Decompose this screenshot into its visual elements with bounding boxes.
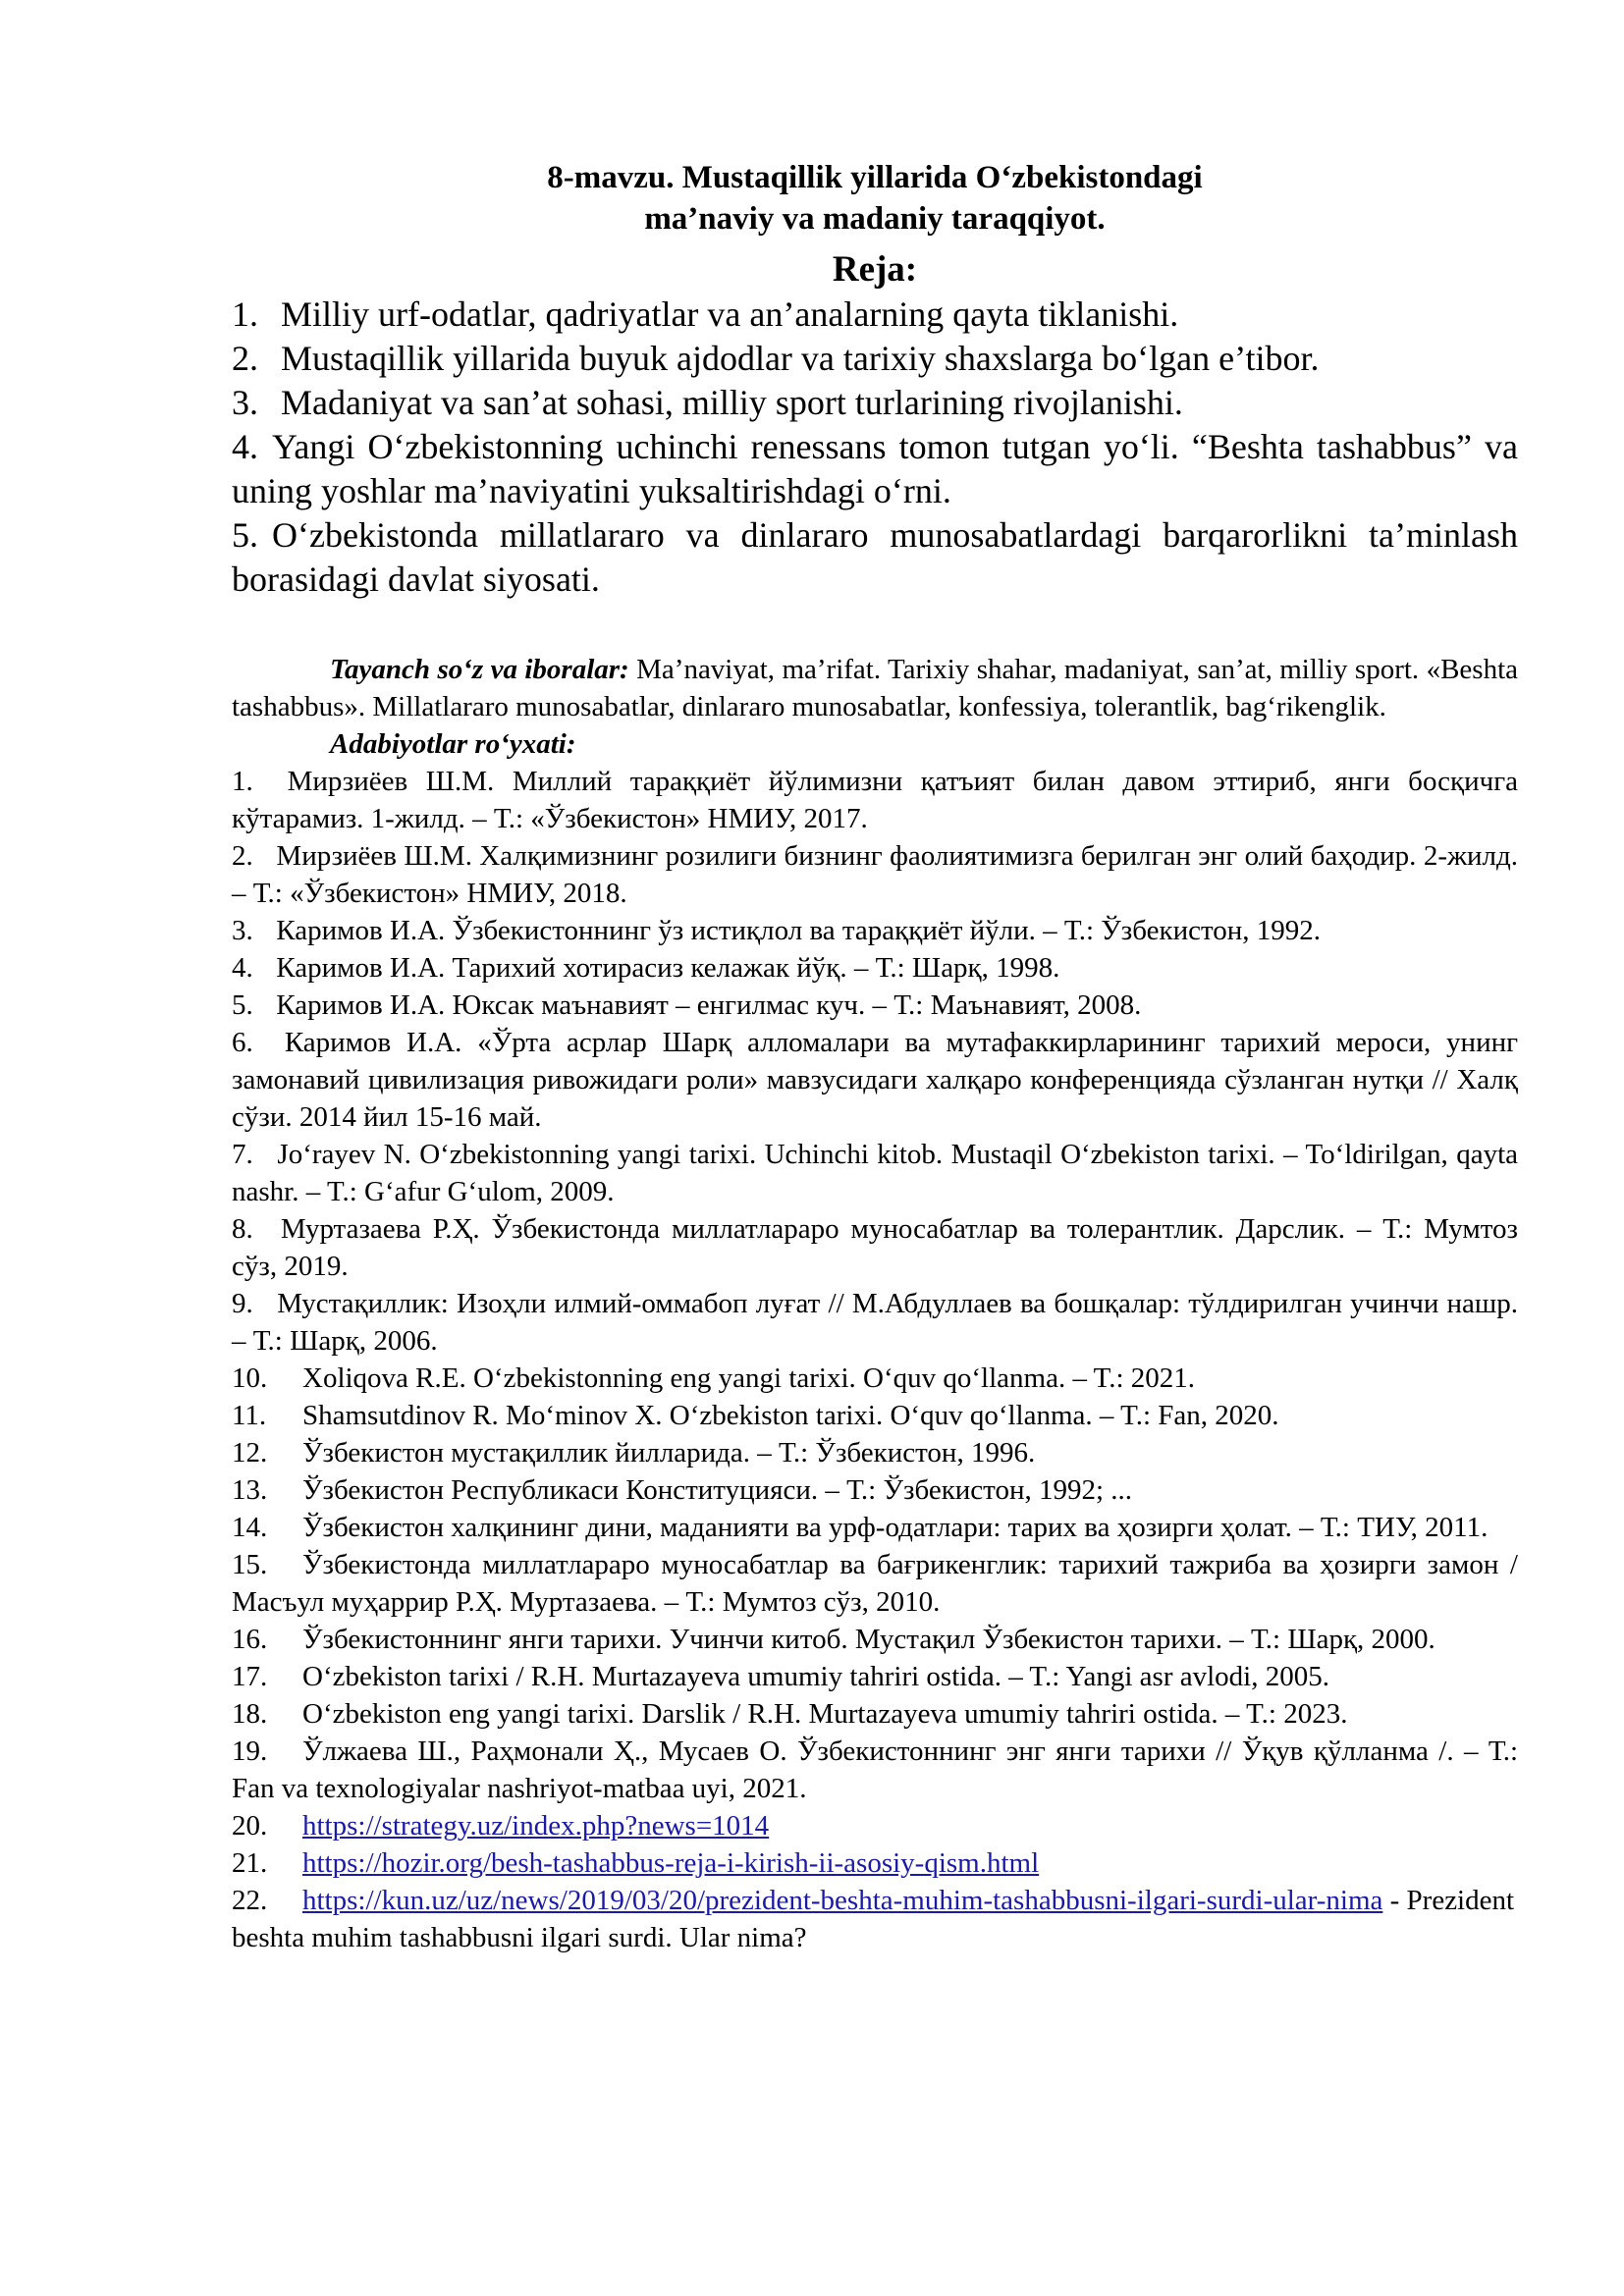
title-line-1: 8-mavzu. Mustaqillik yillarida O‘zbekistondagi	[547, 160, 1203, 195]
reference-item	[232, 1397, 1518, 1434]
reference-item	[232, 837, 1518, 912]
plan-item	[232, 381, 1518, 425]
reference-item	[232, 1658, 1518, 1695]
title-line-2: ma’naviy va madaniy taraqqiyot.	[644, 201, 1106, 237]
reference-item	[232, 1509, 1518, 1546]
reference-number: 13.	[232, 1474, 268, 1506]
reference-number: 7.	[232, 1139, 253, 1170]
reference-link-suffix: - Prezident beshta muhim tashabbusni ilgari surdi. Ular nima?	[232, 1885, 1515, 1953]
document-page	[232, 157, 1518, 1956]
reference-item	[232, 1471, 1518, 1509]
plan-item	[232, 293, 1518, 337]
reference-text: Ўзбекистон Республикаси Конституцияси. – Т.: Ўзбекистон, 1992; ...	[302, 1474, 1133, 1506]
reference-number: 3.	[232, 915, 253, 946]
reference-text: Ўлжаева Ш., Раҳмонали Ҳ., Мусаев О. Ўзбекистоннинг энг янги тарихи // Ўқув қўлланма /. – Т.: Fan va texnologiyalar nashriyot-matbaa uyi, 2021.	[232, 1735, 1518, 1804]
plan-item-text: Yangi O‘zbekistonning uchinchi renessans tomon tutgan yo‘li. “Beshta tashabbus” va uning yoshlar ma’naviyatini yuksaltirishdagi o‘rni.	[232, 427, 1518, 510]
reference-text: Ўзбекистоннинг янги тарихи. Учинчи китоб. Мустақил Ўзбекистон тарихи. – Т.: Шарқ, 2000.	[302, 1624, 1435, 1655]
plan-item-number: 3.	[232, 383, 258, 422]
reference-text: Мустақиллик: Изоҳли илмий-оммабоп луғат // М.Абдуллаев ва бошқалар: тўлдирилган учинчи нашр. – Т.: Шарқ, 2006.	[232, 1288, 1518, 1357]
reference-number: 5.	[232, 989, 253, 1021]
plan-list	[232, 293, 1518, 602]
reference-item	[232, 1360, 1518, 1397]
reference-text: Каримов И.А. Ўзбекистоннинг ўз истиқлол ва тараққиёт йўли. – Т.: Ўзбекистон, 1992.	[276, 915, 1322, 946]
reference-text: Каримов И.А. Тарихий хотирасиз келажак йўқ. – Т.: Шарқ, 1998.	[276, 952, 1060, 984]
references-list	[232, 763, 1518, 1956]
reference-link[interactable]: https://hozir.org/besh-tashabbus-reja-i-kirish-ii-asosiy-qism.html	[302, 1847, 1040, 1879]
keywords-paragraph	[232, 651, 1518, 725]
document-title	[232, 157, 1518, 240]
reference-link[interactable]: https://kun.uz/uz/news/2019/03/20/prezident-beshta-muhim-tashabbusni-ilgari-surdi-ular-nima	[302, 1885, 1383, 1916]
reference-number: 8.	[232, 1213, 253, 1245]
plan-item	[232, 513, 1518, 602]
reference-number: 10.	[232, 1362, 268, 1394]
reference-item	[232, 1546, 1518, 1621]
reference-item	[232, 763, 1518, 837]
reference-text: Каримов И.А. «Ўрта асрлар Шарқ алломалари ва мутафаккирларининг тарихий мероси, унинг замонавий цивилизация ривожидаги роли» мавзусидаги халқаро конференцияда сўзланган нутқи // Халқ сўзи. 2014 йил 15-16 май.	[232, 1027, 1519, 1133]
keywords-label: Tayanch so‘z va iboralar:	[330, 654, 629, 685]
plan-item	[232, 337, 1518, 381]
reference-item	[232, 987, 1518, 1024]
reference-text: Ўзбекистон мустақиллик йилларида. – Т.: Ўзбекистон, 1996.	[302, 1437, 1036, 1468]
reference-link-item	[232, 1807, 1518, 1844]
reference-text: O‘zbekiston tarixi / R.H. Murtazayeva umumiy tahriri ostida. – T.: Yangi asr avlodi, 2005.	[302, 1661, 1329, 1692]
reference-number: 15.	[232, 1549, 268, 1580]
reference-number: 11.	[232, 1400, 267, 1431]
reference-text: Jo‘rayev N. O‘zbekistonning yangi tarixi. Uchinchi kitob. Mustaqil O‘zbekiston tarixi. – To‘ldirilgan, qayta nashr. – T.: G‘afur G‘ulom, 2009.	[232, 1139, 1518, 1207]
reference-number: 18.	[232, 1698, 268, 1730]
keywords-text: Ma’naviyat, ma’rifat. Tarixiy shahar, madaniyat, san’at, milliy sport. «Beshta tashabbus». Millatlararo munosabatlar, dinlararo munosabatlar, konfessiya, tolerantlik, bag‘rikenglik.	[232, 654, 1518, 722]
reference-link[interactable]: https://strategy.uz/index.php?news=1014	[302, 1810, 770, 1842]
reference-number: 16.	[232, 1624, 268, 1655]
reference-text: Муртазаева Р.Ҳ. Ўзбекистонда миллатлараро муносабатлар ва толерантлик. Дарслик. – Т.: Мумтоз сўз, 2019.	[232, 1213, 1518, 1282]
plan-item-text: Milliy urf-odatlar, qadriyatlar va an’analarning qayta tiklanishi.	[281, 294, 1179, 334]
reference-item	[232, 912, 1518, 949]
reference-item	[232, 1210, 1518, 1285]
plan-item-number: 4.	[232, 427, 258, 466]
reference-number: 6.	[232, 1027, 253, 1058]
reference-text: Ўзбекистон халқининг дини, маданияти ва урф-одатлари: тарих ва ҳозирги ҳолат. – Т.: ТИУ, 2011.	[302, 1512, 1489, 1543]
reference-number: 12.	[232, 1437, 268, 1468]
plan-item	[232, 425, 1518, 513]
plan-item-number: 5.	[232, 515, 258, 555]
reference-item	[232, 1434, 1518, 1471]
reference-number: 22.	[232, 1885, 268, 1916]
plan-item-text: O‘zbekistonda millatlararo va dinlararo munosabatlardagi barqarorlikni ta’minlash borasidagi davlat siyosati.	[232, 515, 1518, 599]
reference-number: 14.	[232, 1512, 268, 1543]
reference-number: 20.	[232, 1810, 268, 1842]
reference-text: Ўзбекистонда миллатлараро муносабатлар ва бағрикенглик: тарихий тажриба ва ҳозирги замон / Масъул муҳаррир Р.Ҳ. Муртазаева. – Т.: Мумтоз сўз, 2010.	[232, 1549, 1518, 1618]
reference-number: 1.	[232, 766, 253, 797]
plan-item-text: Mustaqillik yillarida buyuk ajdodlar va tarixiy shaxslarga bo‘lgan e’tibor.	[281, 339, 1320, 378]
reference-text: Мирзиёев Ш.М. Халқимизнинг розилиги бизнинг фаолиятимизга берилган энг олий баҳодир. 2-жилд. – Т.: «Ўзбекистон» НМИУ, 2018.	[232, 840, 1519, 909]
plan-item-number: 1.	[232, 294, 258, 334]
reference-item	[232, 1285, 1518, 1360]
reference-item	[232, 1733, 1518, 1807]
plan-item-number: 2.	[232, 339, 258, 378]
reference-item	[232, 1024, 1518, 1136]
reference-number: 9.	[232, 1288, 253, 1319]
reference-item	[232, 1621, 1518, 1658]
references-heading: Adabiyotlar ro‘yxati:	[330, 728, 576, 760]
reference-number: 19.	[232, 1735, 268, 1767]
plan-heading: Reja:	[832, 249, 918, 290]
reference-number: 21.	[232, 1847, 268, 1879]
reference-text: Shamsutdinov R. Mo‘minov X. O‘zbekiston tarixi. O‘quv qo‘llanma. – T.: Fan, 2020.	[302, 1400, 1279, 1431]
reference-link-item	[232, 1844, 1518, 1882]
reference-item	[232, 949, 1518, 987]
reference-number: 2.	[232, 840, 253, 872]
reference-item	[232, 1136, 1518, 1210]
reference-text: Xoliqova R.E. O‘zbekistonning eng yangi tarixi. O‘quv qo‘llanma. – T.: 2021.	[302, 1362, 1196, 1394]
reference-link-item	[232, 1882, 1518, 1956]
reference-text: O‘zbekiston eng yangi tarixi. Darslik / R.H. Murtazayeva umumiy tahriri ostida. – T.: 2023.	[302, 1698, 1348, 1730]
reference-text: Мирзиёев Ш.М. Миллий тараққиёт йўлимизни қатъият билан давом эттириб, янги босқичга кўтарамиз. 1-жилд. – Т.: «Ўзбекистон» НМИУ, 2017.	[232, 766, 1518, 834]
reference-number: 17.	[232, 1661, 268, 1692]
reference-item	[232, 1695, 1518, 1733]
reference-number: 4.	[232, 952, 253, 984]
reference-text: Каримов И.А. Юксак маънавият – енгилмас куч. – Т.: Маънавият, 2008.	[276, 989, 1142, 1021]
plan-item-text: Madaniyat va san’at sohasi, milliy sport turlarining rivojlanishi.	[281, 383, 1183, 422]
